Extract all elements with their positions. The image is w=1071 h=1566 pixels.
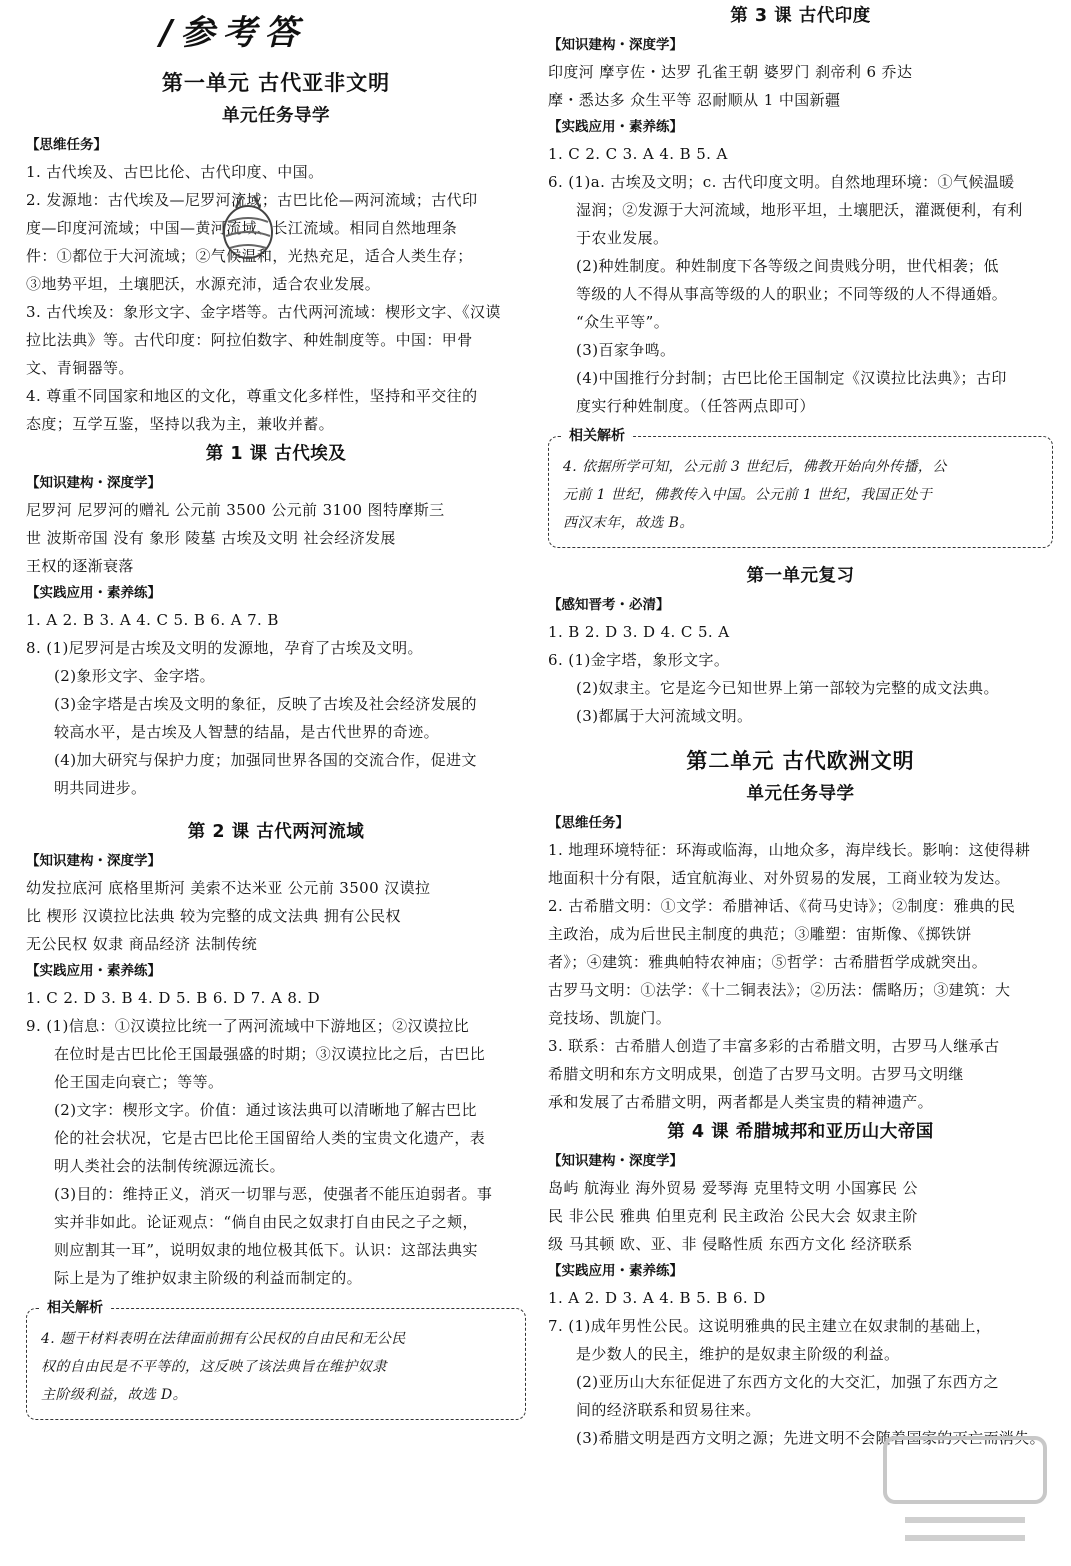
analysis-line: 权的自由民是不平等的，这反映了该法典旨在维护奴隶 (41, 1359, 387, 1375)
text-line: 实并非如此。论证观点：“倘自由民之奴隶打自由民之子之颊， (54, 1213, 478, 1231)
text-line: 1. B 2. D 3. D 4. C 5. A (548, 623, 730, 641)
text-line: 1. C 2. D 3. B 4. D 5. B 6. D 7. A 8. D (26, 989, 321, 1007)
text-line: 际上是为了维护奴隶主阶级的利益而制定的。 (54, 1269, 363, 1287)
text-line: 明人类社会的法制传统源远流长。 (54, 1157, 286, 1175)
lesson-title: 第 2 课 古代两河流域 (187, 822, 365, 842)
text-line: 态度；互学互鉴，坚持以我为主，兼收并蓄。 (26, 415, 335, 433)
text-line: 者》；④建筑：雅典帕特农神庙；⑤哲学：古希腊哲学成就突出。 (548, 953, 988, 971)
text-line: 1. 地理环境特征：环海或临海，山地众多，海岸线长。影响：这使得耕 (548, 841, 1031, 859)
text-line: 则应割其一耳”，说明奴隶的地位极其低下。认识：这部法典实 (54, 1241, 478, 1259)
analysis-line: 西汉末年，故选 B。 (563, 515, 694, 531)
section-label: 【知识建构・深度学】 (26, 475, 161, 491)
text-line: (2)象形文字、金字塔。 (54, 667, 216, 685)
analysis-line: 4. 依据所学可知，公元前 3 世纪后，佛教开始向外传播，公 (563, 459, 947, 475)
lesson-title: 第 4 课 希腊城邦和亚历山大帝国 (667, 1122, 934, 1142)
text-line: (3)都属于大河流域文明。 (576, 707, 753, 725)
text-line: 较高水平，是古埃及人智慧的结晶，是古代世界的奇迹。 (54, 723, 440, 741)
text-line: (3)金字塔是古埃及文明的象征，反映了古埃及社会经济发展的 (54, 695, 477, 713)
text-line: 古罗马文明：①法学：《十二铜表法》；②历法：儒略历；③建筑：大 (548, 981, 1011, 999)
analysis-label: 相关解析 (563, 425, 631, 445)
analysis-line: 4. 题干材料表明在法律面前拥有公民权的自由民和无公民 (41, 1331, 406, 1347)
lesson-title: 第一单元复习 (746, 566, 855, 586)
text-line: 3. 联系：古希腊人创造了丰富多彩的古希腊文明，古罗马人继承古 (548, 1037, 1000, 1055)
text-line: (2)亚历山大东征促进了东西方文化的大交汇，加强了东西方之 (576, 1373, 999, 1391)
text-line: 1. C 2. C 3. A 4. B 5. A (548, 145, 728, 163)
text-line: (2)奴隶主。它是迄今已知世界上第一部较为完整的成文法典。 (576, 679, 999, 697)
section-label: 【思维任务】 (548, 815, 629, 831)
text-line: 民 非公民 雅典 伯里克利 民主政治 公民大会 奴隶主阶 (548, 1207, 918, 1225)
text-line: (4)中国推行分封制；古巴比伦王国制定《汉谟拉比法典》；古印 (576, 369, 1007, 387)
text-line: 等级的人不得从事高等级的人的职业；不同等级的人不得通婚。 (576, 285, 1008, 303)
text-line: 伦的社会状况，它是古巴比伦王国留给人类的宝贵文化遗产，表 (54, 1129, 486, 1147)
text-line: 件：①都位于大河流域；②气候温和，光热充足，适合人类生存； (26, 247, 473, 265)
text-line: (4)加大研究与保护力度；加强同世界各国的交流合作，促进文 (54, 751, 477, 769)
text-line: 拉比法典》等。古代印度：阿拉伯数字、种姓制度等。中国：甲骨 (26, 331, 473, 349)
text-line: (3)目的：维持正义，消灭一切罪与恶，使强者不能压迫弱者。事 (54, 1185, 493, 1203)
text-line: 度—印度河流域；中国—黄河流域、长江流域。相同自然地理条 (26, 219, 458, 237)
text-line: 1. A 2. D 3. A 4. B 5. B 6. D (548, 1289, 766, 1307)
text-line: 是少数人的民主，维护的是奴隶主阶级的利益。 (576, 1345, 900, 1363)
analysis-line: 主阶级利益，故选 D。 (41, 1387, 188, 1403)
text-line: 无公民权 奴隶 商品经济 法制传统 (26, 935, 258, 953)
site-watermark-icon (875, 1428, 1055, 1558)
text-line: 1. A 2. B 3. A 4. C 5. B 6. A 7. B (26, 611, 279, 629)
text-line: 1. 古代埃及、古巴比伦、古代印度、中国。 (26, 163, 324, 181)
text-line: 7. (1)成年男性公民。这说明雅典的民主建立在奴隶制的基础上， (548, 1317, 992, 1335)
spacer (26, 802, 526, 816)
section-label: 【知识建构・深度学】 (548, 1153, 683, 1169)
text-line: 3. 古代埃及：象形文字、金字塔等。古代两河流域：楔形文字、《汉谟 (26, 303, 501, 321)
section-label: 【实践应用・素养练】 (548, 1263, 683, 1279)
text-line: 6. (1)金字塔，象形文字。 (548, 651, 730, 669)
text-line: 希腊文明和东方文明成果，创造了古罗马文明。古罗马文明继 (548, 1065, 964, 1083)
text-line: 度实行种姓制度。（任答两点即可） (576, 397, 815, 415)
analysis-box (548, 428, 1053, 548)
text-line: 承和发展了古希腊文明，两者都是人类宝贵的精神遗产。 (548, 1093, 934, 1111)
text-line: 岛屿 航海业 海外贸易 爱琴海 克里特文明 小国寡民 公 (548, 1179, 918, 1197)
section-label: 【实践应用・素养练】 (548, 119, 683, 135)
text-line: (2)文字：楔形文字。价值：通过该法典可以清晰地了解古巴比 (54, 1101, 477, 1119)
analysis-line: 元前 1 世纪，佛教传入中国。公元前 1 世纪，我国正处于 (563, 487, 933, 503)
unit-title: 第二单元 古代欧洲文明 (686, 749, 915, 773)
mascot-watermark-icon (206, 192, 290, 264)
spacer (548, 730, 1053, 744)
text-line: 2. 发源地：古代埃及—尼罗河流域；古巴比伦—两河流域；古代印 (26, 191, 478, 209)
section-label: 【思维任务】 (26, 137, 107, 153)
text-line: 在位时是古巴比伦王国最强盛的时期；③汉谟拉比之后，古巴比 (54, 1045, 486, 1063)
text-line: 比 楔形 汉谟拉比法典 较为完整的成文法典 拥有公民权 (26, 907, 401, 925)
lesson-title: 单元任务导学 (222, 106, 330, 126)
lesson-title: 第 1 课 古代埃及 (205, 444, 347, 464)
text-line: 地面积十分有限，适宜航海业、对外贸易的发展，工商业较为发达。 (548, 869, 1011, 887)
text-line: 世 波斯帝国 没有 象形 陵墓 古埃及文明 社会经济发展 (26, 529, 396, 547)
lesson-title: 第 3 课 古代印度 (730, 6, 871, 26)
text-line: 文、青铜器等。 (26, 359, 134, 377)
text-line: 间的经济联系和贸易往来。 (576, 1401, 761, 1419)
section-label: 【实践应用・素养练】 (26, 963, 161, 979)
section-label: 【感知晋考・必清】 (548, 597, 670, 613)
text-line: 于农业发展。 (576, 229, 669, 247)
text-line: 幼发拉底河 底格里斯河 美索不达米亚 公元前 3500 汉谟拉 (26, 879, 431, 897)
text-line: 竞技场、凯旋门。 (548, 1009, 672, 1027)
text-line: “众生平等”。 (576, 313, 670, 331)
text-line: 印度河 摩亨佐・达罗 孔雀王朝 婆罗门 刹帝利 6 乔达 (548, 63, 913, 81)
analysis-box (26, 1300, 526, 1420)
text-line: 4. 尊重不同国家和地区的文化，尊重文化多样性，坚持和平交往的 (26, 387, 478, 405)
text-line: 8. (1)尼罗河是古埃及文明的发源地，孕育了古埃及文明。 (26, 639, 423, 657)
analysis-label: 相关解析 (41, 1297, 109, 1317)
unit-title: 第一单元 古代亚非文明 (161, 71, 391, 95)
text-line: 主政治，成为后世民主制度的典范；③雕塑：宙斯像、《掷铁饼 (548, 925, 972, 943)
text-line: 级 马其顿 欧、亚、非 侵略性质 东西方文化 经济联系 (548, 1235, 913, 1253)
right-column (548, 0, 1053, 1452)
text-line: 明共同进步。 (54, 779, 147, 797)
section-label: 【知识建构・深度学】 (548, 37, 683, 53)
section-label: 【实践应用・素养练】 (26, 585, 161, 601)
text-line: 6. (1)a. 古埃及文明；c. 古代印度文明。自然地理环境：①气候温暖 (548, 173, 1015, 191)
text-line: (2)种姓制度。种姓制度下各等级之间贵贱分明，世代相袭；低 (576, 257, 999, 275)
text-line: 王权的逐渐衰落 (26, 557, 134, 575)
text-line: 尼罗河 尼罗河的赠礼 公元前 3500 公元前 3100 图特摩斯三 (26, 501, 445, 519)
text-line: 2. 古希腊文明：①文学：希腊神话、《荷马史诗》；②制度：雅典的民 (548, 897, 1016, 915)
text-line: 湿润；②发源于大河流域，地形平坦，土壤肥沃，灌溉便利，有利 (576, 201, 1023, 219)
section-label: 【知识建构・深度学】 (26, 853, 161, 869)
lesson-title: 单元任务导学 (746, 784, 855, 804)
text-line: (3)百家争鸣。 (576, 341, 676, 359)
text-line: (3)希腊文明是西方文明之源；先进文明不会随着国家的灭亡而消失。 (576, 1429, 1046, 1447)
page-banner: /参考答 (160, 13, 307, 53)
text-line: 伦王国走向衰亡；等等。 (54, 1073, 224, 1091)
text-line: 9. (1)信息：①汉谟拉比统一了两河流域中下游地区；②汉谟拉比 (26, 1017, 470, 1035)
text-line: ③地势平坦，土壤肥沃，水源充沛，适合农业发展。 (26, 275, 381, 293)
text-line: 摩・悉达多 众生平等 忍耐顺从 1 中国新疆 (548, 91, 841, 109)
